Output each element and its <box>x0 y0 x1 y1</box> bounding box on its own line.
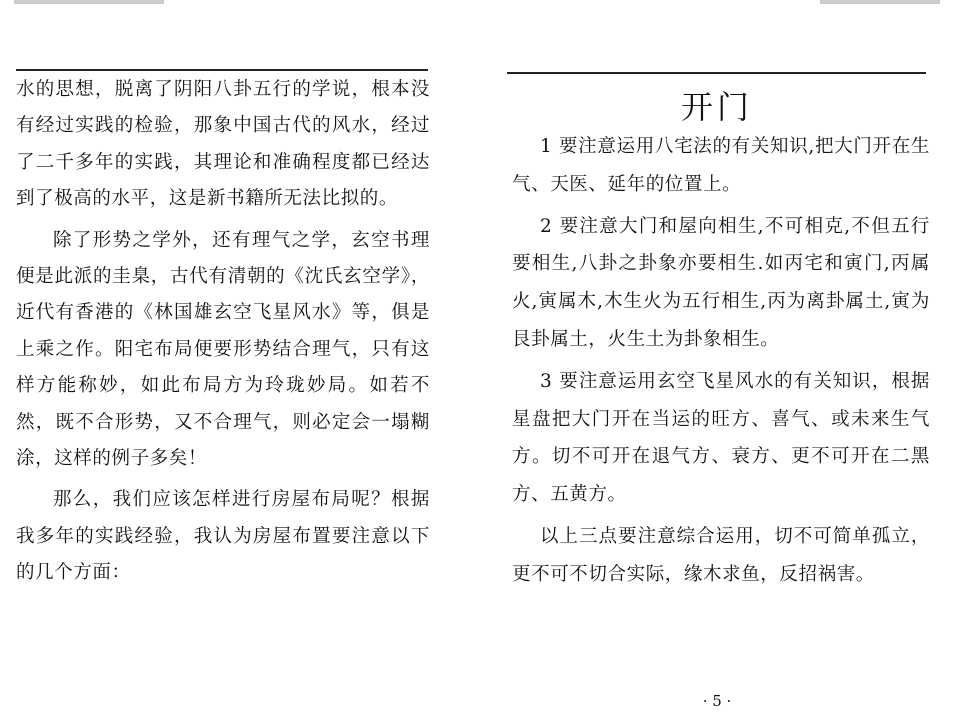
paragraph: 2 要注意大门和屋向相生,不可相克,不但五行要相生,八卦之卦象亦要相生.如丙宅和寅门,丙属火,寅属木,木生火为五行相生,丙为离卦属土,寅为艮卦属土，火生土为卦象相生。 <box>512 215 930 350</box>
left-page <box>0 0 460 716</box>
paragraph: 3 要注意运用玄空飞星风水的有关知识，根据星盘把大门开在当运的旺方、喜气、或未来生气方。切不可开在退气方、衰方、更不可开在二黑方、五黄方。 <box>512 370 930 506</box>
paragraph: 1 要注意运用八宅法的有关知识,把大门开在生气、天医、延年的位置上。 <box>512 136 930 195</box>
right-page <box>480 0 954 716</box>
paragraph: 以上三点要注意综合运用，切不可简单孤立，更不可不切合实际，缘木求鱼，反招祸害。 <box>512 525 930 585</box>
page-number: · 5 · <box>702 692 732 710</box>
left-body-text <box>16 72 430 592</box>
top-rule <box>507 72 926 74</box>
right-body-text <box>512 128 930 594</box>
paragraph: 水的思想，脱离了阴阳八卦五行的学说，根本没有经过实践的检验，那象中国古代的风水，经过了二千多年的实践，其理论和准确程度都已经达到了极高的水平，这是新书籍所无法比拟的。 <box>16 79 430 210</box>
paragraph: 除了形势之学外，还有理气之学，玄空书理便是此派的圭臬，古代有清朝的《沈氏玄空学》，近代有香港的《林国雄玄空飞星风水》等，俱是上乘之作。阳宅布局便要形势结合理气，只有这样方能称妙，如此布局方为玲珑妙局。如若不然，既不合形势，又不合理气，则必定会一塌糊涂，这样的例子多矣！ <box>16 229 430 470</box>
top-rule <box>16 69 428 71</box>
header-smudge <box>820 0 940 4</box>
header-smudge <box>14 0 164 4</box>
paragraph: 那么，我们应该怎样进行房屋布局呢？根据我多年的实践经验，我认为房屋布置要注意以下的几个方面： <box>16 489 430 584</box>
section-title: 开门 <box>680 88 753 126</box>
